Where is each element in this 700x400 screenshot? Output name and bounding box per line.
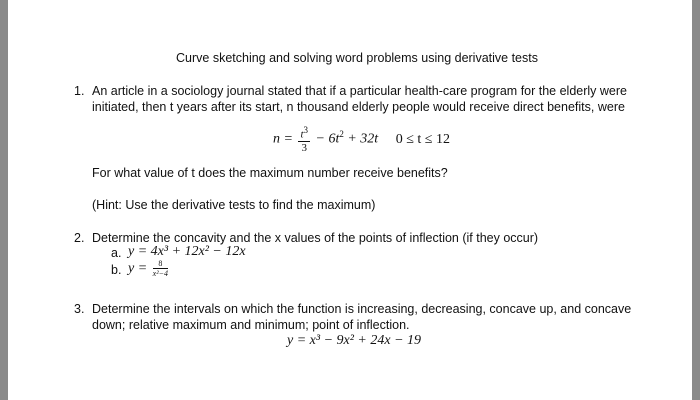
q1-number: 1.	[74, 84, 85, 98]
q2-a-label: a.	[111, 246, 122, 260]
q3-line2: down; relative maximum and minimum; point of inflection.	[92, 318, 410, 332]
q1-equation	[273, 119, 450, 155]
q1-hint: (Hint: Use the derivative tests to find the maximum)	[92, 198, 376, 212]
q1-eq-tail: + 32t	[347, 131, 379, 147]
q2-b-fraction	[153, 259, 168, 278]
document-page	[8, 0, 692, 400]
q1-eq-frac-den: 3	[301, 142, 307, 155]
q2-b-num: 8	[153, 259, 168, 269]
q1-line1: An article in a sociology journal stated that if a particular health-care program for the elderly were	[92, 84, 627, 98]
q1-eq-rest-exp: 2	[339, 129, 344, 139]
q1-eq-fraction	[298, 124, 310, 156]
q2-number: 2.	[74, 231, 85, 245]
q1-question: For what value of t does the maximum number receive benefits?	[92, 166, 448, 180]
q2-text: Determine the concavity and the x values of the points of inflection (if they occur)	[92, 231, 539, 245]
q3-equation: y = x³ − 9x² + 24x − 19	[287, 333, 422, 348]
page-title: Curve sketching and solving word problems using derivative tests	[176, 51, 538, 65]
q2-a-equation: y = 4x³ + 12x² − 12x	[128, 244, 246, 259]
q1-eq-lhs: n =	[273, 131, 293, 147]
q1-eq-domain: 0 ≤ t ≤ 12	[395, 131, 450, 147]
q1-eq-frac-num-exp: 3	[303, 124, 309, 135]
q2-b-equation	[128, 257, 170, 281]
q1-eq-frac-num: t	[300, 128, 304, 141]
q1-line2: initiated, then t years after its start, n thousand elderly people would receive direct benefits, were	[92, 100, 625, 114]
q2-b-den: x²−4	[152, 269, 169, 279]
q2-b-label: b.	[111, 263, 122, 277]
q3-line1: Determine the intervals on which the function is increasing, decreasing, concave up, and concave	[92, 302, 632, 316]
q1-eq-rest: − 6t	[315, 131, 340, 147]
q3-number: 3.	[74, 302, 85, 316]
q2-b-lhs: y =	[128, 261, 148, 276]
